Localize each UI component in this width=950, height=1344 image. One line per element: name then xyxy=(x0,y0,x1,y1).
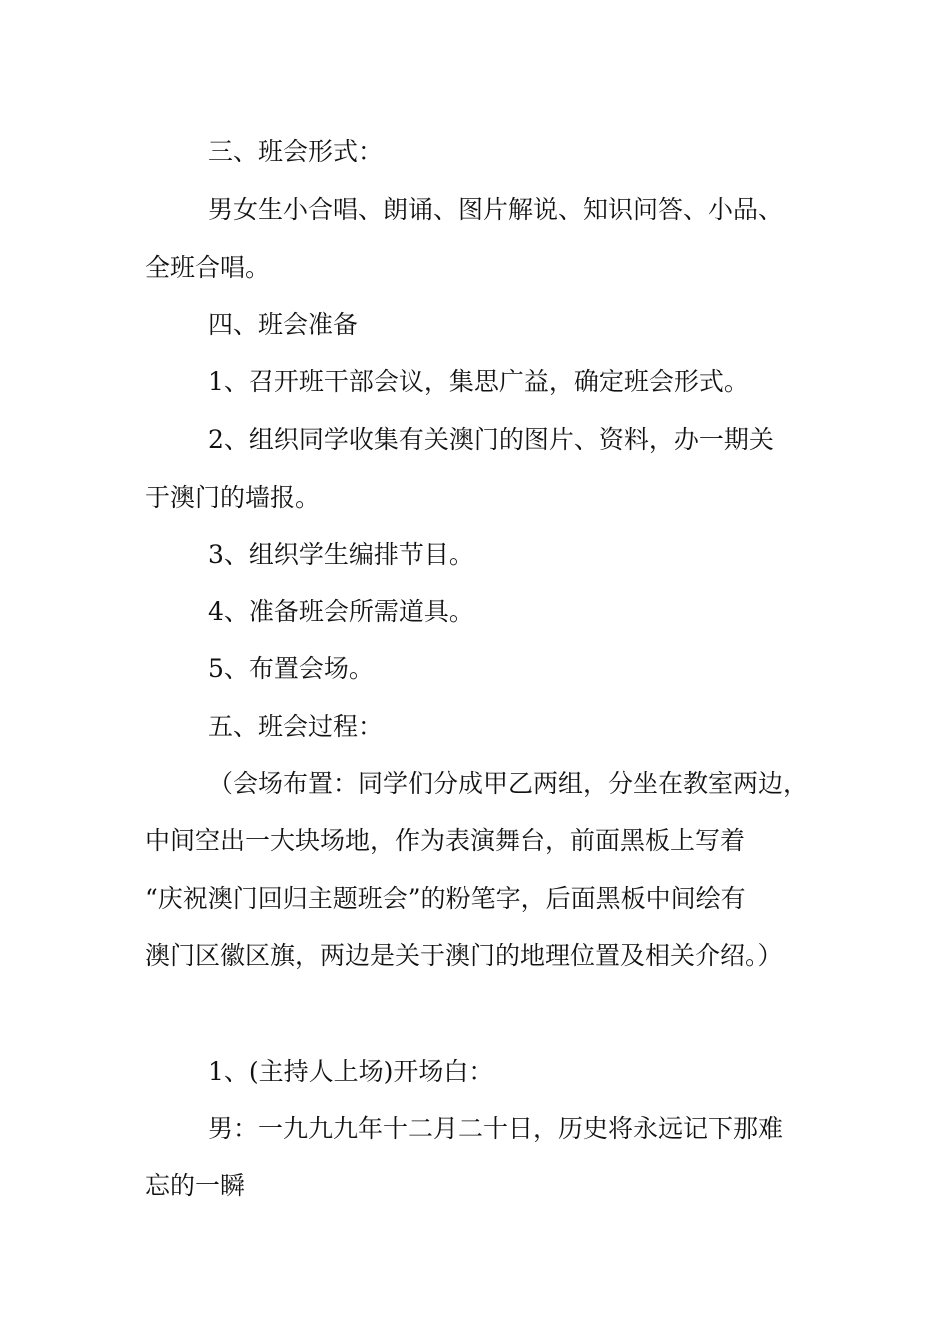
list-item: 1、召开班干部会议，集思广益，确定班会形式。 xyxy=(208,367,749,396)
paragraph-line: 男：一九九九年十二月二十日，历史将永远记下那难 xyxy=(208,1114,784,1143)
list-item: 2、组织同学收集有关澳门的图片、资料，办一期关 xyxy=(208,425,774,454)
list-item: 1、(主持人上场)开场白： xyxy=(208,1057,494,1086)
paragraph-line: 男女生小合唱、朗诵、图片解说、知识问答、小品、 xyxy=(208,195,784,224)
list-item: 3、组织学生编排节目。 xyxy=(208,540,474,569)
list-item: 5、布置会场。 xyxy=(208,654,374,683)
section-heading-5: 五、班会过程： xyxy=(208,712,384,741)
section-heading-4: 四、班会准备 xyxy=(208,310,359,339)
paragraph-line: 澳门区徽区旗，两边是关于澳门的地理位置及相关介绍。） xyxy=(145,941,783,970)
paragraph-line: “庆祝澳门回归主题班会”的粉笔字，后面黑板中间绘有 xyxy=(145,884,746,913)
section-heading-3: 三、班会形式： xyxy=(208,137,384,166)
paragraph-line: 全班合唱。 xyxy=(145,253,271,282)
list-item: 4、准备班会所需道具。 xyxy=(208,597,474,626)
paragraph-line: 忘的一瞬 xyxy=(145,1171,246,1200)
paragraph-line: 于澳门的墙报。 xyxy=(145,483,321,512)
paragraph-line: 中间空出一大块场地，作为表演舞台，前面黑板上写着 xyxy=(145,826,746,855)
paragraph-line: （会场布置：同学们分成甲乙两组，分坐在教室两边， xyxy=(208,769,809,798)
